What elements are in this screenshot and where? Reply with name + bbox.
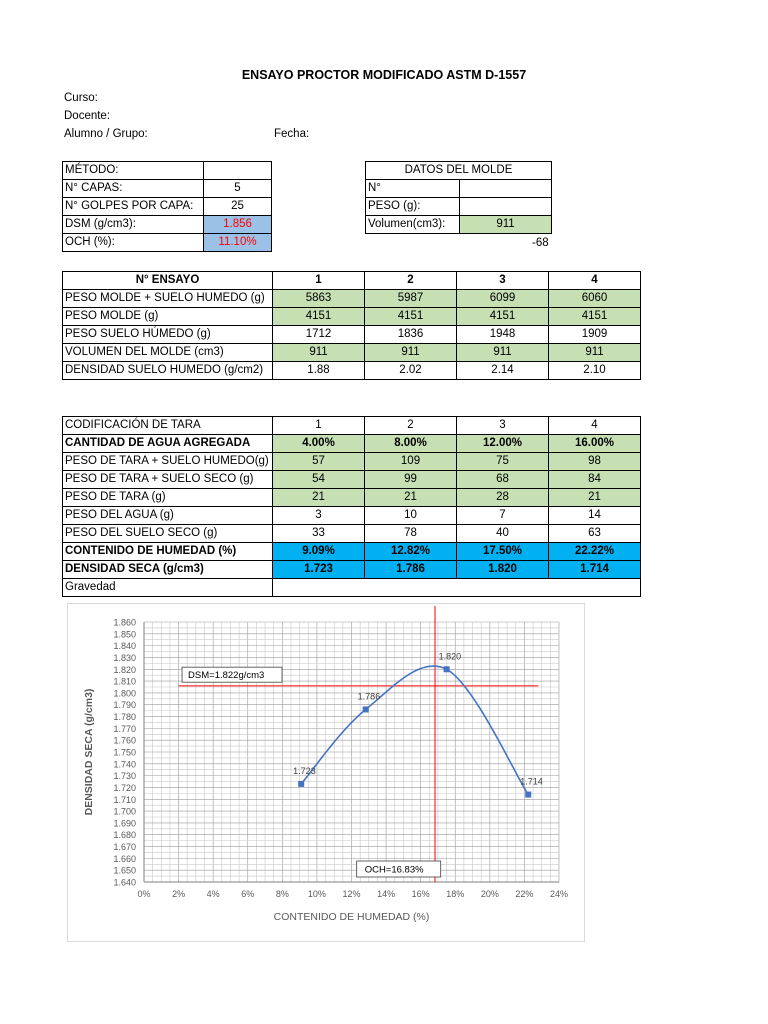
y-tick-label: 1.660 [113, 853, 136, 864]
golpes-row [63, 198, 272, 216]
cell: 75 [457, 453, 549, 471]
table-row [63, 344, 641, 362]
cell: 21 [273, 489, 365, 507]
cell: 1.786 [365, 561, 457, 579]
table-row [63, 525, 641, 543]
och-value: 11.10% [204, 234, 272, 252]
cell: 17.50% [457, 543, 549, 561]
cell: 6099 [457, 290, 549, 308]
y-tick-label: 1.790 [113, 700, 136, 711]
cell: 109 [365, 453, 457, 471]
x-tick-label: 22% [515, 889, 534, 899]
cell: 12.82% [365, 543, 457, 561]
data-label: 1.820 [438, 651, 462, 662]
table-row [63, 543, 641, 561]
cell: 2.14 [457, 362, 549, 380]
y-tick-label: 1.710 [113, 794, 136, 805]
x-tick-label: 24% [549, 889, 569, 899]
row-label: PESO DE TARA (g) [63, 489, 273, 507]
x-tick-label: 2% [172, 889, 186, 899]
table-row [63, 507, 641, 525]
cell: 1712 [273, 326, 365, 344]
cell: 68 [457, 471, 549, 489]
x-tick-label: 6% [241, 889, 255, 899]
data-label: 1.714 [520, 776, 543, 787]
y-tick-label: 1.810 [113, 676, 136, 687]
dsm-row [63, 216, 272, 234]
x-tick-label: 8% [275, 889, 289, 899]
cell: 57 [273, 453, 365, 471]
x-tick-label: 10% [307, 889, 326, 899]
x-tick-label: 12% [342, 889, 361, 899]
data-point [444, 666, 450, 672]
cell: 28 [457, 489, 549, 507]
y-tick-label: 1.820 [113, 664, 136, 675]
y-tick-label: 1.770 [113, 723, 136, 734]
molde-numero-label: N° [366, 180, 460, 198]
curso-label: Curso: [64, 92, 98, 104]
cell: 911 [273, 344, 365, 362]
molde-numero-row [366, 180, 552, 198]
table-row [63, 561, 641, 579]
tara-table [62, 416, 641, 597]
row-label: PESO DE TARA + SUELO SECO (g) [63, 471, 273, 489]
cell: 1.723 [273, 561, 365, 579]
table-row [63, 453, 641, 471]
row-label: CODIFICACIÓN DE TARA [63, 417, 273, 435]
row-label: PESO DE TARA + SUELO HUMEDO(g) [63, 453, 273, 471]
series-curve [301, 666, 528, 795]
dsm-label: DSM (g/cm3): [63, 216, 204, 234]
capas-value: 5 [204, 180, 272, 198]
cell: 3 [273, 507, 365, 525]
och-annotation: OCH=16.83% [364, 864, 424, 876]
gravedad-cell [273, 579, 641, 597]
cell: 3 [457, 417, 549, 435]
cell: 1.820 [457, 561, 549, 579]
cell: 5987 [365, 290, 457, 308]
table-row [63, 435, 641, 453]
cell: 1909 [549, 326, 641, 344]
data-point [363, 706, 369, 712]
cell: 4151 [273, 308, 365, 326]
y-tick-label: 1.720 [113, 782, 136, 793]
row-label: PESO MOLDE + SUELO HUMEDO (g) [63, 290, 273, 308]
cell: 22.22% [549, 543, 641, 561]
cell: 63 [549, 525, 641, 543]
cell: 4 [549, 417, 641, 435]
table-row [63, 290, 641, 308]
y-tick-label: 1.860 [113, 617, 136, 628]
row-label: PESO DEL SUELO SECO (g) [63, 525, 273, 543]
row-label: PESO DEL AGUA (g) [63, 507, 273, 525]
data-point [525, 792, 531, 798]
cell: 4151 [365, 308, 457, 326]
cell: 4.00% [273, 435, 365, 453]
y-tick-label: 1.690 [113, 818, 136, 829]
row-label: CANTIDAD DE AGUA AGREGADA [63, 435, 273, 453]
molde-numero-value [460, 180, 552, 198]
proctor-chart [67, 603, 585, 942]
cell: 1836 [365, 326, 457, 344]
x-tick-label: 16% [411, 889, 430, 899]
molde-header: DATOS DEL MOLDE [366, 162, 552, 180]
cell: 2.02 [365, 362, 457, 380]
cell: 2.10 [549, 362, 641, 380]
row-label: Gravedad [63, 579, 273, 597]
cell: 1948 [457, 326, 549, 344]
och-label: OCH (%): [63, 234, 204, 252]
cell: 12.00% [457, 435, 549, 453]
cell: 6060 [549, 290, 641, 308]
cell: 10 [365, 507, 457, 525]
molde-peso-label: PESO (g): [366, 198, 460, 216]
cell: 2 [365, 417, 457, 435]
cell: 99 [365, 471, 457, 489]
row-label: VOLUMEN DEL MOLDE (cm3) [63, 344, 273, 362]
och-row [63, 234, 272, 252]
x-tick-label: 14% [377, 889, 396, 899]
page-title: ENSAYO PROCTOR MODIFICADO ASTM D-1557 [241, 68, 527, 82]
cell: 54 [273, 471, 365, 489]
cell: 16.00% [549, 435, 641, 453]
molde-volumen-row [366, 216, 552, 234]
y-tick-label: 1.760 [113, 735, 136, 746]
metodo-row [63, 162, 272, 180]
metodo-table [62, 161, 272, 252]
golpes-value: 25 [204, 198, 272, 216]
capas-label: N° CAPAS: [63, 180, 204, 198]
x-tick-label: 20% [480, 889, 499, 899]
chart-svg [68, 604, 584, 941]
molde-header-row [366, 162, 552, 180]
ensayo-header-3: 3 [457, 272, 549, 290]
molde-volumen-value: 911 [460, 216, 552, 234]
cell: 84 [549, 471, 641, 489]
row-label: CONTENIDO DE HUMEDAD (%) [63, 543, 273, 561]
fecha-label: Fecha: [274, 128, 310, 140]
metodo-label: MÉTODO: [63, 162, 204, 180]
table-row [63, 579, 641, 597]
cell: 9.09% [273, 543, 365, 561]
cell: 14 [549, 507, 641, 525]
data-label: 1.786 [357, 691, 381, 702]
ensayo-header-2: 2 [365, 272, 457, 290]
row-label: PESO SUELO HÚMEDO (g) [63, 326, 273, 344]
molde-table [365, 161, 552, 234]
metodo-value [204, 162, 272, 180]
capas-row [63, 180, 272, 198]
cell: 21 [549, 489, 641, 507]
y-axis-title: DENSIDAD SECA (g/cm3) [83, 688, 95, 816]
table-row [63, 417, 641, 435]
cell: 4151 [549, 308, 641, 326]
molde-peso-value [460, 198, 552, 216]
golpes-label: N° GOLPES POR CAPA: [63, 198, 204, 216]
ensayo-header-1: 1 [273, 272, 365, 290]
ensayo-header-row [63, 272, 641, 290]
molde-volumen-label: Volumen(cm3): [366, 216, 460, 234]
ensayo-header-label: N° ENSAYO [63, 272, 273, 290]
cell: 21 [365, 489, 457, 507]
y-tick-label: 1.850 [113, 629, 136, 640]
y-tick-label: 1.780 [113, 712, 136, 723]
data-label: 1.723 [293, 765, 316, 776]
cell: 33 [273, 525, 365, 543]
y-tick-label: 1.840 [113, 641, 136, 652]
y-tick-label: 1.670 [113, 842, 136, 853]
x-tick-label: 18% [446, 889, 465, 899]
cell: 1 [273, 417, 365, 435]
row-label: DENSIDAD SUELO HUMEDO (g/cm2) [63, 362, 273, 380]
cell: 911 [365, 344, 457, 362]
x-tick-label: 0% [137, 889, 151, 899]
alumno-label: Alumno / Grupo: [64, 128, 148, 140]
cell: 7 [457, 507, 549, 525]
row-label: DENSIDAD SECA (g/cm3) [63, 561, 273, 579]
data-point [298, 781, 304, 787]
y-tick-label: 1.740 [113, 759, 136, 770]
x-axis-title: CONTENIDO DE HUMEDAD (%) [273, 911, 430, 923]
cell: 40 [457, 525, 549, 543]
x-tick-label: 4% [206, 889, 220, 899]
y-tick-label: 1.650 [113, 865, 136, 876]
table-row [63, 471, 641, 489]
y-tick-label: 1.800 [113, 688, 136, 699]
dsm-annotation: DSM=1.822g/cm3 [188, 670, 265, 682]
cell: 4151 [457, 308, 549, 326]
y-tick-label: 1.750 [113, 747, 136, 758]
y-tick-label: 1.640 [113, 877, 136, 888]
cell: 5863 [273, 290, 365, 308]
y-tick-label: 1.830 [113, 652, 136, 663]
y-tick-label: 1.680 [113, 830, 136, 841]
ensayo-header-4: 4 [549, 272, 641, 290]
molde-peso-row [366, 198, 552, 216]
table-row [63, 489, 641, 507]
table-row [63, 308, 641, 326]
cell: 1.88 [273, 362, 365, 380]
cell: 1.714 [549, 561, 641, 579]
cell: 8.00% [365, 435, 457, 453]
y-tick-label: 1.730 [113, 771, 136, 782]
row-label: PESO MOLDE (g) [63, 308, 273, 326]
molde-note: -68 [532, 237, 549, 249]
table-row [63, 362, 641, 380]
docente-label: Docente: [64, 110, 111, 122]
cell: 911 [549, 344, 641, 362]
cell: 911 [457, 344, 549, 362]
ensayo-table [62, 271, 641, 380]
y-tick-label: 1.700 [113, 806, 136, 817]
dsm-value: 1.856 [204, 216, 272, 234]
cell: 98 [549, 453, 641, 471]
table-row [63, 326, 641, 344]
cell: 78 [365, 525, 457, 543]
